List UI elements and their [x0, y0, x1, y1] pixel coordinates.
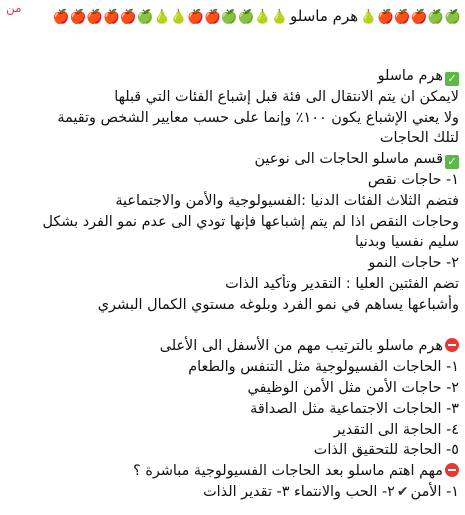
heading-text: هرم ماسلو: [377, 68, 443, 84]
no-entry-icon: [445, 338, 459, 352]
list-item: ١- الحاجات الفسيولوجية مثل التنفس والطعام: [188, 359, 459, 376]
body-line: فتضم الثلاث الفئات الدنيا :الفسيولوجية والأمن والاجتماعية: [115, 192, 459, 209]
list-item: ٢- حاجات الأمن مثل الأمن الوظيفي: [247, 379, 459, 396]
fruit-icons-after: 🍐🍐🍏🍏🍎🍎🍐🍐🍏🍎🍎🍎🍎🍎: [52, 9, 288, 25]
body-line: تضم الفئتين العليا : التقدير وتأكيد الذات: [225, 275, 459, 292]
heading-text: مهم اهتم ماسلو بعد الحاجات الفسيولوجية مباشرة ؟: [133, 463, 443, 480]
heading-line: [6, 66, 459, 87]
header-title: هرم ماسلو: [290, 7, 359, 25]
body-line: سليم نفسيا وبدنيا: [355, 234, 459, 251]
fruit-icons-before: 🍏🍏🍎🍎🍎🍐: [360, 9, 461, 25]
heading-line: [6, 336, 459, 357]
note-body: [6, 66, 459, 503]
body-line: وأشباعها يساهم في نمو الفرد وبلوغه مستوي الكمال البشري: [97, 296, 459, 313]
title-bar: [0, 2, 465, 28]
heading-line: [6, 149, 459, 170]
body-line: وحاجات النقص اذا لم يتم إشباعها فإنها تودي الى عدم نمو الفرد بشكل: [42, 213, 459, 230]
answer-line: [6, 482, 459, 503]
no-entry-icon: [445, 463, 459, 477]
checkmark-icon: ✔: [396, 483, 409, 500]
heading-text: هرم ماسلو بالترتيب مهم من الأسفل الى الأعلى: [159, 338, 443, 355]
heading-text: قسم ماسلو الحاجات الى نوعين: [254, 151, 443, 168]
heading-line: [6, 461, 459, 482]
emoji-title-row: [53, 7, 461, 26]
check-icon: ✓: [445, 155, 459, 169]
list-item: ٤- الحاجة الى التقدير: [333, 421, 459, 438]
list-item: ٣- الحاجات الاجتماعية مثل الصداقة: [250, 400, 459, 417]
body-line: ٢- حاجات النمو: [368, 255, 459, 272]
body-line: ١- حاجات نقص: [367, 171, 459, 188]
answer-part-1: ١- الأمن: [410, 483, 459, 500]
list-item: ٥- الحاجة للتحقيق الذات: [313, 442, 459, 459]
body-line: ولا يعني الإشباع يكون ١٠٠٪ وإنما على حسب معايير الشخص وتقيمة: [57, 109, 459, 126]
answer-part-2: ٢- الحب والانتماء ٣- تقدير الذات: [203, 483, 395, 500]
check-icon: ✓: [445, 72, 459, 86]
body-line: لايمكن ان يتم الانتقال الى فئة قبل إشباع الفئات التي قبلها: [114, 88, 459, 105]
body-line: لتلك الحاجات: [379, 130, 459, 147]
blank-line: [6, 316, 459, 337]
corner-red-text: ﻣﻦ: [6, 1, 22, 15]
